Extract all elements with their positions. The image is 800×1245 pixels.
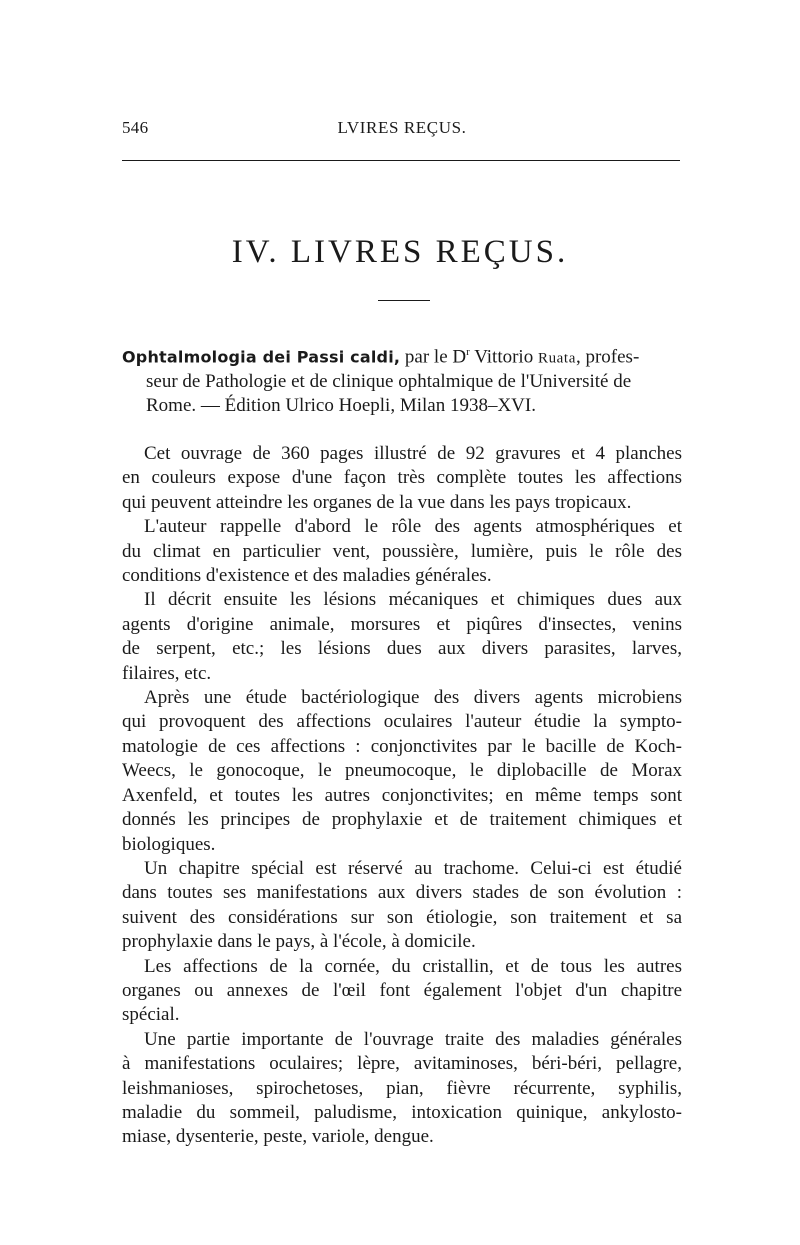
entry-line-2: seur de Pathologie et de clinique ophtalmique de l'Université de bbox=[146, 371, 632, 393]
body-line: biologiques. bbox=[122, 833, 216, 855]
body-line: matologie de ces affections : conjonctivites par le bacille de Koch- bbox=[122, 735, 682, 757]
review-body bbox=[122, 442, 682, 1150]
body-line: qui peuvent atteindre les organes de la vue dans les pays tropicaux. bbox=[122, 491, 632, 513]
header-rule bbox=[122, 160, 680, 161]
body-line: prophylaxie dans le pays, à l'école, à domicile. bbox=[122, 931, 476, 953]
body-line: Une partie importante de l'ouvrage traite des maladies générales bbox=[144, 1028, 682, 1050]
body-line: filaires, etc. bbox=[122, 662, 212, 684]
body-line: L'auteur rappelle d'abord le rôle des agents atmosphériques et bbox=[144, 516, 682, 538]
body-line: de serpent, etc.; les lésions dues aux divers parasites, larves, bbox=[122, 638, 682, 660]
entry-line-1 bbox=[122, 340, 682, 370]
body-line: Cet ouvrage de 360 pages illustré de 92 gravures et 4 planches bbox=[144, 443, 682, 464]
body-line: organes ou annexes de l'œil font également l'objet d'un chapitre bbox=[122, 979, 682, 1001]
running-header bbox=[122, 118, 682, 142]
body-line: spécial. bbox=[122, 1004, 180, 1026]
author-surname: Ruata bbox=[537, 350, 576, 367]
body-line: conditions d'existence et des maladies générales. bbox=[122, 565, 492, 587]
bibliographic-entry bbox=[122, 340, 682, 418]
page-number: 546 bbox=[122, 118, 149, 137]
section-title: IV. LIVRES REÇUS. bbox=[231, 234, 569, 270]
body-line: miase, dysenterie, peste, variole, dengue. bbox=[122, 1126, 434, 1148]
body-line: Il décrit ensuite les lésions mécaniques et chimiques dues aux bbox=[144, 589, 682, 611]
entry-line-3: Rome. — Édition Ulrico Hoepli, Milan 1938–XVI. bbox=[146, 395, 536, 417]
body-line: Weecs, le gonocoque, le pneumocoque, le diplobacille de Morax bbox=[122, 760, 682, 782]
body-line: qui provoquent des affections oculaires l'auteur étudie la sympto- bbox=[122, 711, 682, 733]
body-line: en couleurs expose d'une façon très complète toutes les affections bbox=[122, 467, 682, 489]
entry-superscript: r bbox=[466, 346, 470, 358]
body-line: donnés les principes de prophylaxie et de traitement chimiques et bbox=[122, 809, 682, 831]
ornament-rule bbox=[378, 300, 430, 301]
body-line: du climat en particulier vent, poussière, lumière, puis le rôle des bbox=[122, 540, 682, 562]
body-line: agents d'origine animale, morsures et piqûres d'insectes, venins bbox=[122, 613, 682, 635]
entry-text-a: par le D bbox=[400, 346, 467, 368]
body-line: leishmanioses, spirochetoses, pian, fièvre récurrente, syphilis, bbox=[122, 1077, 682, 1099]
body-line: Axenfeld, et toutes les autres conjonctivites; en même temps sont bbox=[122, 784, 682, 806]
body-line: Un chapitre spécial est réservé au trachome. Celui-ci est étudié bbox=[144, 857, 682, 879]
body-line: dans toutes ses manifestations aux divers stades de son évolution : bbox=[122, 882, 682, 904]
running-title: LVIRES REÇUS. bbox=[337, 118, 467, 137]
body-line: Les affections de la cornée, du cristallin, et de tous les autres bbox=[144, 955, 682, 977]
body-line: suivent des considérations sur son étiologie, son traitement et sa bbox=[122, 906, 682, 928]
entry-text-b: Vittorio bbox=[469, 346, 538, 368]
body-line: à manifestations oculaires; lèpre, avitaminoses, béri-béri, pellagre, bbox=[122, 1053, 682, 1075]
entry-text-c: , profes- bbox=[575, 346, 640, 368]
book-title: Ophtalmologia dei Passi caldi, bbox=[122, 347, 401, 367]
body-line: Après une étude bactériologique des divers agents microbiens bbox=[144, 687, 682, 709]
body-line: maladie du sommeil, paludisme, intoxication quinique, ankylosto- bbox=[122, 1101, 682, 1123]
